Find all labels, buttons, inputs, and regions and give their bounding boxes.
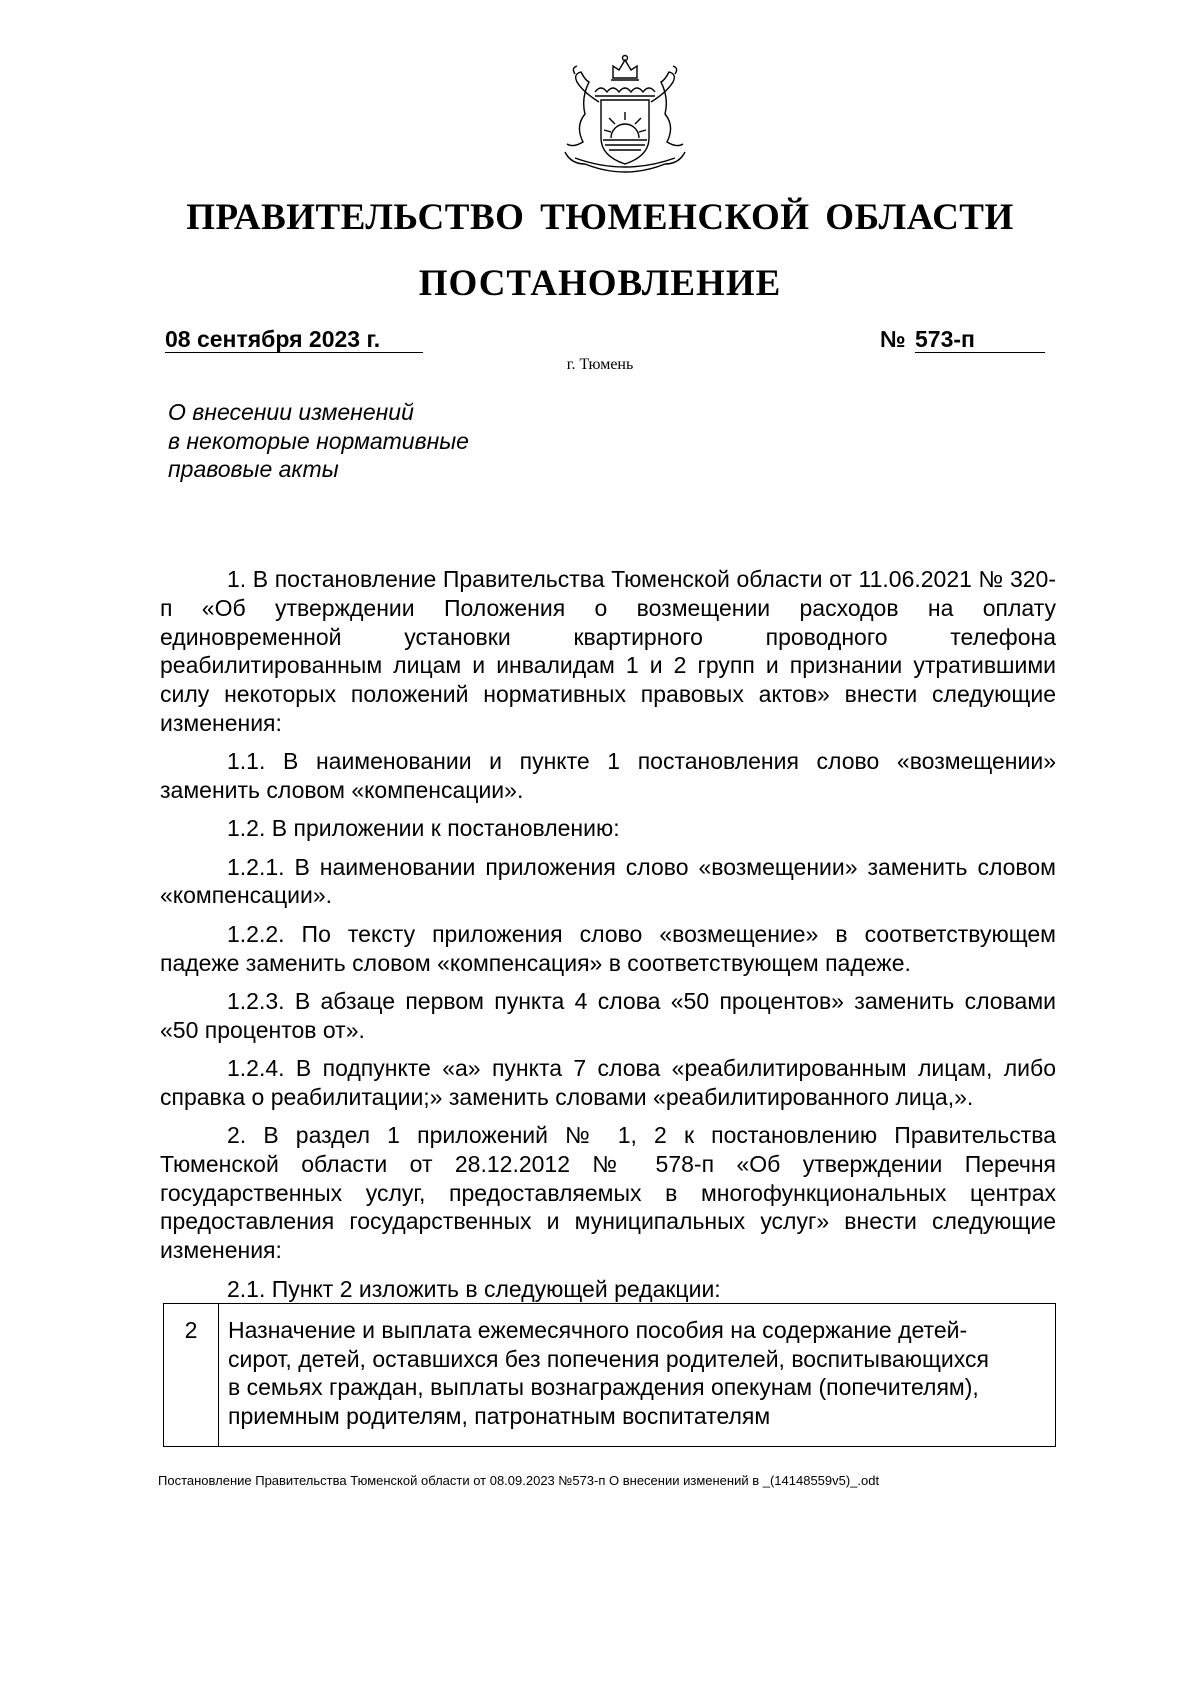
body-paragraph: 1.2.3. В абзаце первом пункта 4 слова «50 процентов» заменить словами «50 процентов от». (160, 987, 1056, 1043)
table-row (164, 1304, 1056, 1447)
services-table (163, 1303, 1056, 1447)
body-paragraph: 1.2.2. По тексту приложения слово «возмещение» в соответствующем падеже заменить словом «компенсация» в соответствующем падеже. (160, 920, 1056, 976)
subject-line: правовые акты (168, 456, 339, 482)
tyumen-region-coat-of-arms-icon (555, 52, 695, 180)
document-type-title: ПОСТАНОВЛЕНИЕ (418, 263, 782, 304)
subject-line: О внесении изменений (168, 399, 414, 425)
table-cell-number: 2 (164, 1304, 219, 1447)
organization-title: ПРАВИТЕЛЬСТВО ТЮМЕНСКОЙ ОБЛАСТИ (186, 197, 1014, 238)
body-paragraph: 1.2. В приложении к постановлению: (227, 815, 620, 842)
body-paragraph: 1.2.1. В наименовании приложения слово «возмещении» заменить словом «компенсации». (160, 853, 1056, 909)
table-cell-line: Назначение и выплата ежемесячного пособия на содержание детей- (228, 1317, 968, 1343)
number-sign: № (880, 326, 906, 352)
document-subject (168, 398, 528, 484)
page-footer: Постановление Правительства Тюменской области от 08.09.2023 №573-п О внесении изменений в _(14148559v5)_.odt (158, 1473, 880, 1488)
document-body (160, 565, 1056, 1313)
body-paragraph: 2. В раздел 1 приложений № 1, 2 к постановлению Правительства Тюменской области от 28.12.2012 № 578-п «Об утверждении Перечня государственных услуг, предоставляемых в многофункциональных центрах предоставления государственных и муниципальных услуг» внести следующие изменения: (160, 1122, 1056, 1264)
subject-line: в некоторые нормативные (168, 427, 469, 454)
document-number: 573-п (915, 326, 1045, 353)
body-paragraph: 1. В постановление Правительства Тюменской области от 11.06.2021 № 320-п «Об утверждении Положения о возмещении расходов на оплату единовременной установки квартирного проводного телефона реабилитированным лицам и инвалидам 1 и 2 групп и признании утратившими силу некоторых положений нормативных правовых актов» внести следующие изменения: (160, 566, 1056, 736)
city-line: г. Тюмень (566, 356, 634, 373)
table-cell-line: в семьях граждан, выплаты вознаграждения опекунам (попечителям), (228, 1374, 979, 1400)
body-paragraph: 1.2.4. В подпункте «а» пункта 7 слова «реабилитированным лицам, либо справка о реабилитации;» заменить словами «реабилитированного лица,». (160, 1054, 1056, 1110)
emblem (555, 52, 695, 180)
body-paragraph: 2.1. Пункт 2 изложить в следующей редакции: (227, 1275, 721, 1302)
document-date: 08 сентября 2023 г. (165, 326, 423, 353)
body-paragraph: 1.1. В наименовании и пункте 1 постановления слово «возмещении» заменить словом «компенсации». (160, 748, 1056, 804)
table-cell-line: приемным родителям, патронатным воспитателям (228, 1402, 771, 1429)
table-cell-line: сирот, детей, оставшихся без попечения родителей, воспитывающихся (228, 1345, 989, 1372)
table-cell-text (219, 1304, 1056, 1447)
